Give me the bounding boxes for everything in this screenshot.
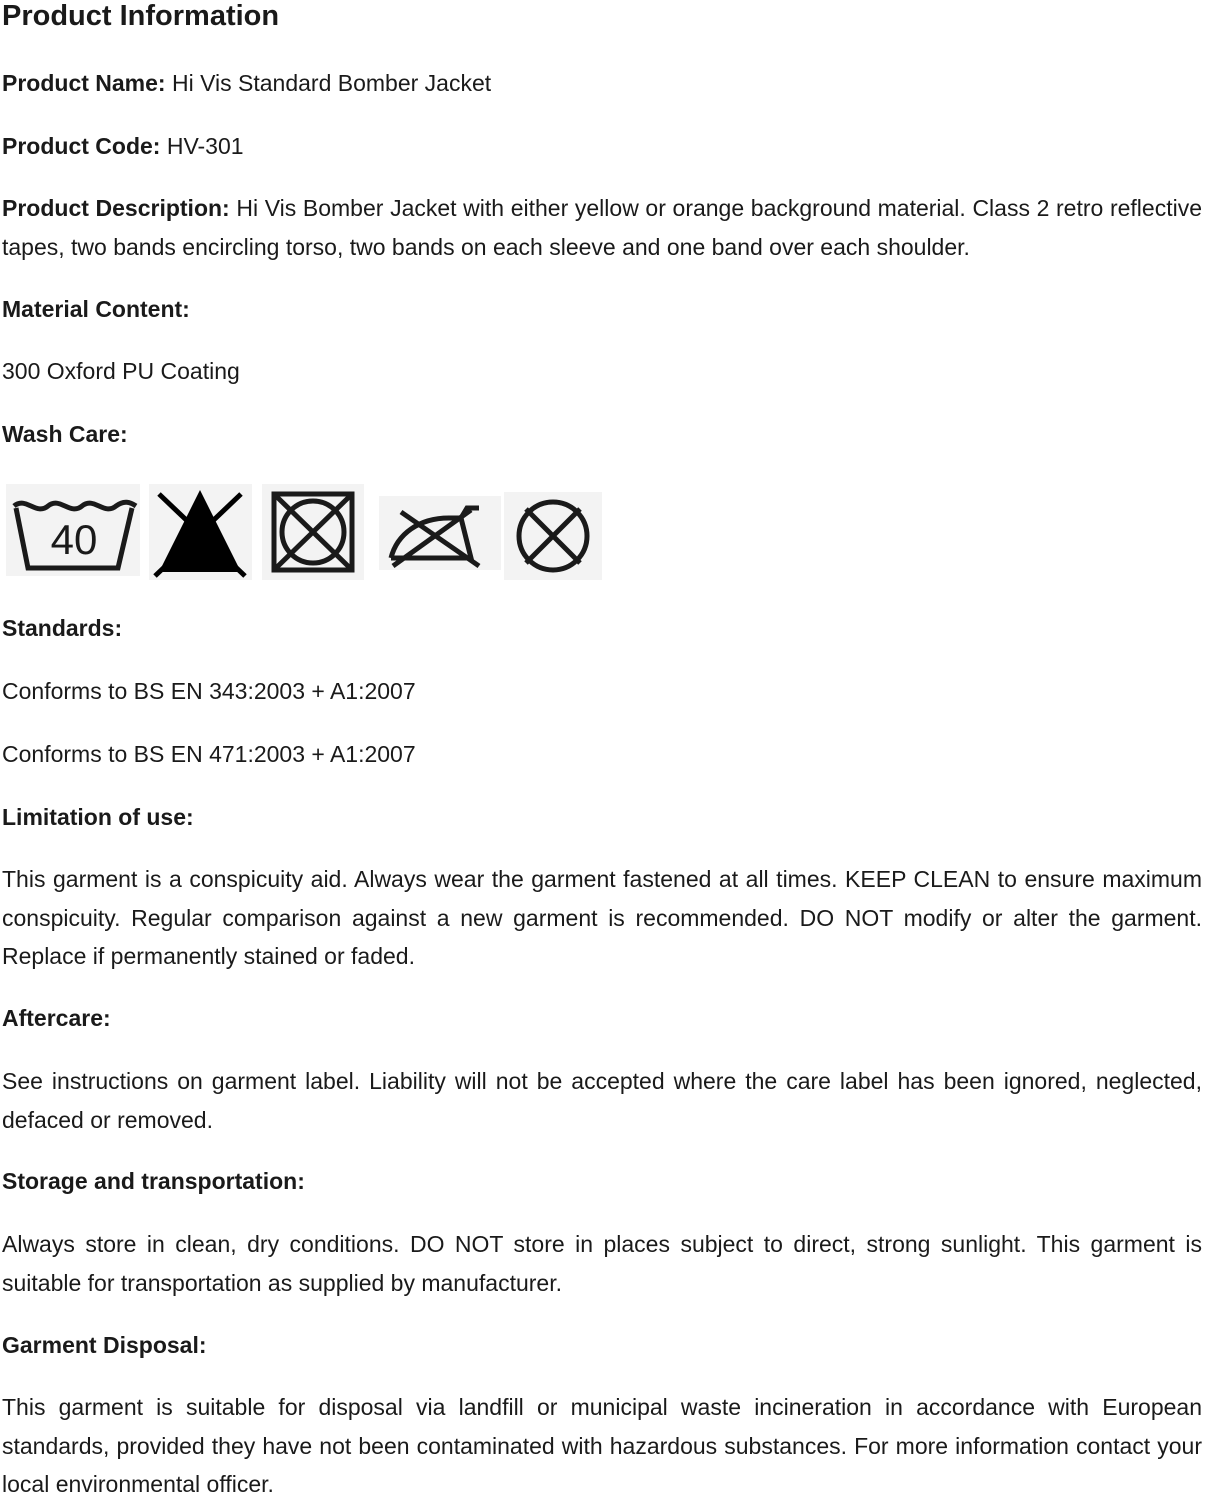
- product-description-label: Product Description:: [2, 195, 230, 221]
- product-code-line: [2, 127, 1202, 166]
- wash-temperature-text: 40: [50, 516, 98, 563]
- page-title: Product Information: [2, 0, 280, 32]
- wash-care-symbols: [6, 484, 606, 584]
- product-code-label: Product Code:: [2, 133, 161, 159]
- wash-care-heading: [2, 415, 1202, 454]
- product-description-value: Hi Vis Bomber Jacket with either yellow or orange background material. Class 2 retro reflective tapes, two bands encircling torso, two bands on each sleeve and one band over each shoulder.: [2, 195, 1202, 260]
- material-content-value: 300 Oxford PU Coating: [2, 358, 240, 384]
- wash-care-heading-text: Wash Care:: [2, 421, 128, 447]
- aftercare-heading: [2, 999, 1202, 1038]
- limitation-heading-text: Limitation of use:: [2, 804, 194, 830]
- standards-heading-text: Standards:: [2, 615, 123, 641]
- standards-item-1: Conforms to BS EN 343:2003 + A1:2007: [2, 678, 416, 704]
- do-not-iron-icon: [379, 496, 501, 570]
- product-code-value: HV-301: [166, 133, 244, 159]
- limitation-paragraph: This garment is a conspicuity aid. Always wear the garment fastened at all times. KEEP CLEAN to ensure maximum conspicuity. Regular comparison against a new garment is recommended. DO NOT modify or alter the garment. Replace if permanently stained or faded.: [2, 866, 1202, 969]
- do-not-bleach-icon: [149, 484, 252, 580]
- product-name-label: Product Name:: [2, 70, 166, 96]
- limitation-heading: [2, 798, 1202, 837]
- material-content-heading-text: Material Content:: [2, 296, 190, 322]
- standards-heading: [2, 609, 1202, 648]
- storage-heading-text: Storage and transportation:: [2, 1168, 305, 1194]
- material-content-heading: [2, 290, 1202, 329]
- product-name-line: [2, 64, 1202, 103]
- product-description-paragraph: [2, 189, 1202, 266]
- disposal-paragraph: This garment is suitable for disposal via landfill or municipal waste incineration in accordance with European standards, provided they have not been contaminated with hazardous substances. For more information contact your local environmental officer.: [2, 1394, 1202, 1497]
- storage-heading: [2, 1162, 1202, 1201]
- wash-40-icon: [6, 484, 140, 576]
- product-name-value: Hi Vis Standard Bomber Jacket: [171, 70, 492, 96]
- disposal-heading-text: Garment Disposal:: [2, 1332, 207, 1358]
- standards-item-2: Conforms to BS EN 471:2003 + A1:2007: [2, 741, 416, 767]
- aftercare-heading-text: Aftercare:: [2, 1005, 111, 1031]
- disposal-heading: [2, 1326, 1202, 1365]
- do-not-tumble-dry-icon: [262, 484, 364, 580]
- aftercare-paragraph: See instructions on garment label. Liability will not be accepted where the care label has been ignored, neglected, defaced or removed.: [2, 1068, 1202, 1133]
- do-not-dry-clean-icon: [504, 492, 602, 580]
- storage-paragraph: Always store in clean, dry conditions. DO NOT store in places subject to direct, strong sunlight. This garment is suitable for transportation as supplied by manufacturer.: [2, 1231, 1202, 1296]
